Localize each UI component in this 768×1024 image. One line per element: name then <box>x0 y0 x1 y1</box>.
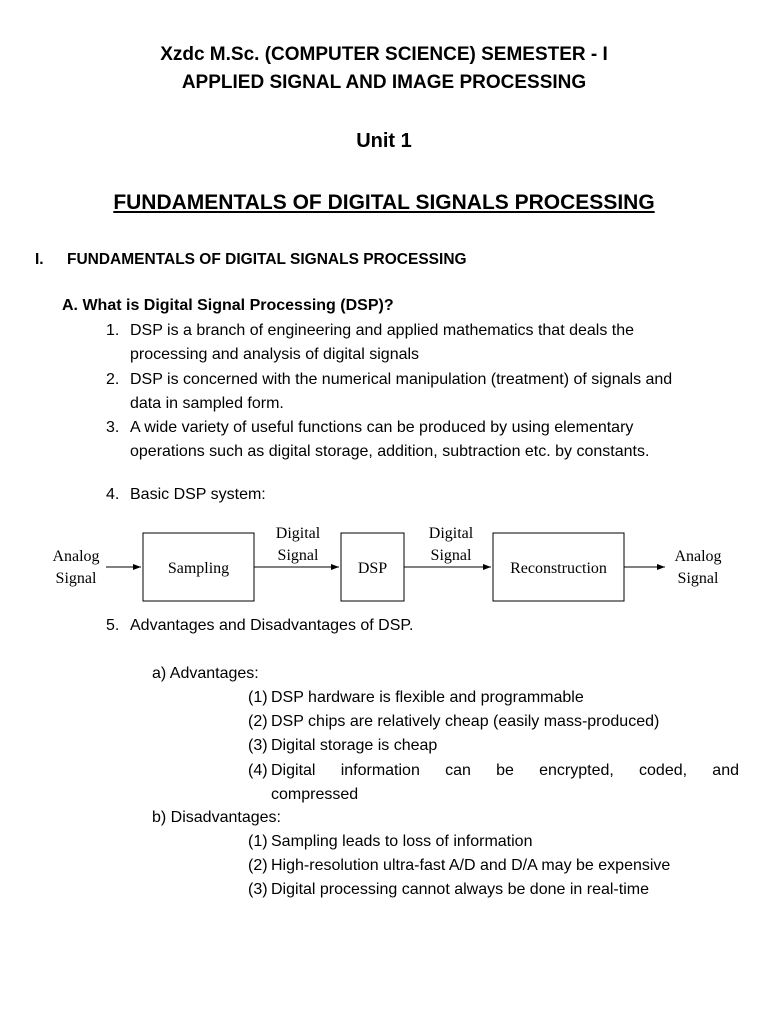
output-signal-label-1: Analog <box>674 548 722 565</box>
list-item-line2: processing and analysis of digital signals <box>130 346 420 363</box>
list-item <box>130 416 739 464</box>
main-title: FUNDAMENTALS OF DIGITAL SIGNALS PROCESSING <box>113 191 655 214</box>
document-header-line2: APPLIED SIGNAL AND IMAGE PROCESSING <box>181 72 587 93</box>
disadvantage-item-number: (1) <box>248 833 268 850</box>
word: coded, <box>639 762 688 779</box>
advantage-item-number: (3) <box>248 737 268 754</box>
list-item <box>130 319 739 367</box>
word: Digital <box>271 762 316 779</box>
list-item <box>130 368 739 416</box>
list-item-line1: A wide variety of useful functions can be produced by using elementary <box>130 419 634 436</box>
list-item-number: 5. <box>106 617 120 634</box>
subsection-title: A. What is Digital Signal Processing (DSP)? <box>62 297 394 314</box>
word: information <box>340 762 420 779</box>
link1-label-2: Signal <box>277 547 319 564</box>
dsp-system-diagram <box>0 512 768 612</box>
advantage-item: DSP hardware is flexible and programmable <box>271 689 584 706</box>
word: be <box>496 762 514 779</box>
list-item-line2: data in sampled form. <box>130 395 284 412</box>
list-item-number: 4. <box>106 486 120 503</box>
input-signal-label-2: Signal <box>55 570 97 587</box>
word: encrypted, <box>539 762 614 779</box>
advantage-item-number: (1) <box>248 689 268 706</box>
document-header-line1: Xzdc M.Sc. (COMPUTER SCIENCE) SEMESTER - I <box>160 44 608 65</box>
section-number: I. <box>35 251 44 268</box>
list-item: Basic DSP system: <box>130 486 266 503</box>
link2-label-2: Signal <box>430 547 472 564</box>
word: and <box>712 762 739 779</box>
dsp-label: DSP <box>357 560 388 577</box>
output-signal-label-2: Signal <box>677 570 719 587</box>
advantage-item <box>271 759 739 783</box>
unit-title: Unit 1 <box>356 130 412 152</box>
disadvantage-item: Digital processing cannot always be done in real-time <box>271 881 649 898</box>
reconstruction-label: Reconstruction <box>510 560 607 577</box>
link2-label-1: Digital <box>428 525 474 542</box>
link1-label-1: Digital <box>275 525 321 542</box>
sampling-label: Sampling <box>167 560 230 577</box>
advantages-label: a) Advantages: <box>152 665 259 682</box>
section-title: FUNDAMENTALS OF DIGITAL SIGNALS PROCESSING <box>67 251 467 268</box>
advantage-item: DSP chips are relatively cheap (easily mass-produced) <box>271 713 660 730</box>
disadvantage-item-number: (3) <box>248 881 268 898</box>
list-item: Advantages and Disadvantages of DSP. <box>130 617 414 634</box>
disadvantage-item: High-resolution ultra-fast A/D and D/A may be expensive <box>271 857 671 874</box>
list-item-line1: DSP is a branch of engineering and applied mathematics that deals the <box>130 322 635 339</box>
disadvantage-item: Sampling leads to loss of information <box>271 833 533 850</box>
word: can <box>445 762 471 779</box>
list-item-number: 1. <box>106 322 120 339</box>
input-signal-label-1: Analog <box>52 548 100 565</box>
advantage-item: Digital storage is cheap <box>271 737 438 754</box>
disadvantage-item-number: (2) <box>248 857 268 874</box>
list-item-number: 2. <box>106 371 120 388</box>
list-item-line2: operations such as digital storage, addition, subtraction etc. by constants. <box>130 443 650 460</box>
list-item-line1: DSP is concerned with the numerical manipulation (treatment) of signals and <box>130 371 673 388</box>
disadvantages-label: b) Disadvantages: <box>152 809 281 826</box>
advantage-item-continuation: compressed <box>271 786 359 803</box>
advantage-item-number: (4) <box>248 762 268 779</box>
advantage-item-number: (2) <box>248 713 268 730</box>
list-item-number: 3. <box>106 419 120 436</box>
